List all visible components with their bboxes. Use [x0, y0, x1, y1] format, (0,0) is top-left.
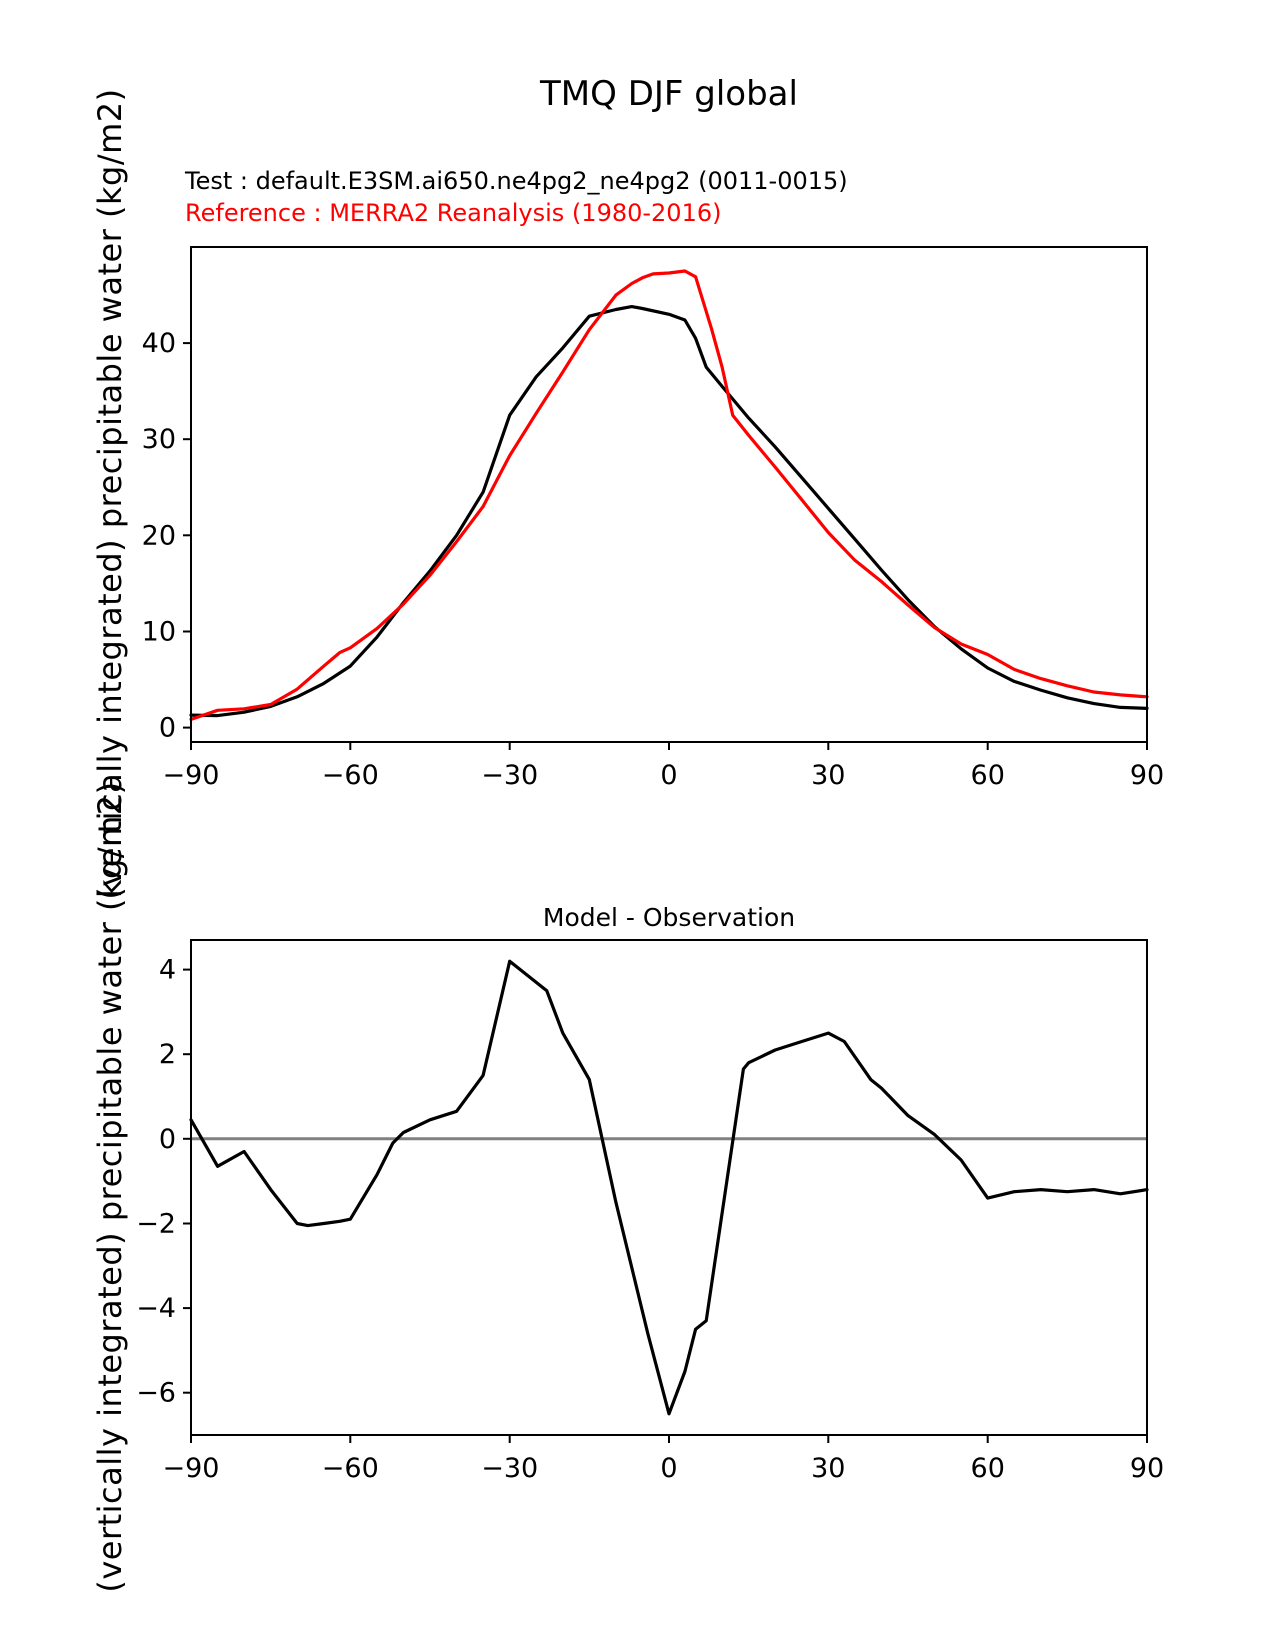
y-tick-label: 40 — [141, 328, 176, 360]
x-tick-label: 30 — [811, 760, 846, 791]
test-run-label: Test : default.E3SM.ai650.ne4pg2_ne4pg2 (0011-0015) — [185, 167, 848, 195]
x-tick-label: 30 — [811, 1453, 846, 1484]
x-tick-label: 0 — [660, 1453, 678, 1484]
x-tick-label: 90 — [1129, 1453, 1165, 1484]
reference-run-label: Reference : MERRA2 Reanalysis (1980-2016) — [185, 199, 722, 227]
diff-series-line — [191, 961, 1147, 1414]
x-tick-label: 0 — [660, 760, 678, 791]
x-tick-label: 90 — [1129, 760, 1165, 791]
x-tick-label: 60 — [970, 760, 1005, 791]
y-tick-label: −2 — [136, 1208, 176, 1240]
y-tick-label: 10 — [141, 616, 176, 648]
y-tick-label: 30 — [141, 424, 176, 456]
diff-panel-title: Model - Observation — [542, 903, 796, 932]
y-tick-label: −4 — [136, 1293, 176, 1325]
y-tick-label: −6 — [136, 1377, 176, 1409]
y-tick-label: 0 — [158, 1123, 176, 1155]
page-title: TMQ DJF global — [540, 74, 798, 114]
y-tick-label: 20 — [141, 520, 176, 552]
top-panel-y-axis-label: (vertically integrated) precipitable water (kg/m2) — [91, 88, 129, 900]
x-tick-label: −60 — [321, 760, 379, 791]
x-tick-label: −90 — [162, 760, 220, 791]
reference-series-line — [191, 271, 1147, 719]
x-tick-label: −30 — [481, 1453, 539, 1484]
y-tick-label: 4 — [158, 954, 176, 986]
y-tick-label: 2 — [158, 1039, 176, 1071]
bottom-panel-y-axis-label: (vertically integrated) precipitable water (kg/m2) — [91, 781, 129, 1593]
x-tick-label: −30 — [481, 760, 539, 791]
panel-spines — [191, 247, 1147, 742]
panel-spines — [191, 940, 1147, 1435]
x-tick-label: 60 — [970, 1453, 1005, 1484]
x-tick-label: −90 — [162, 1453, 220, 1484]
test-series-line — [191, 307, 1147, 716]
x-tick-label: −60 — [321, 1453, 379, 1484]
y-tick-label: 0 — [158, 712, 176, 744]
